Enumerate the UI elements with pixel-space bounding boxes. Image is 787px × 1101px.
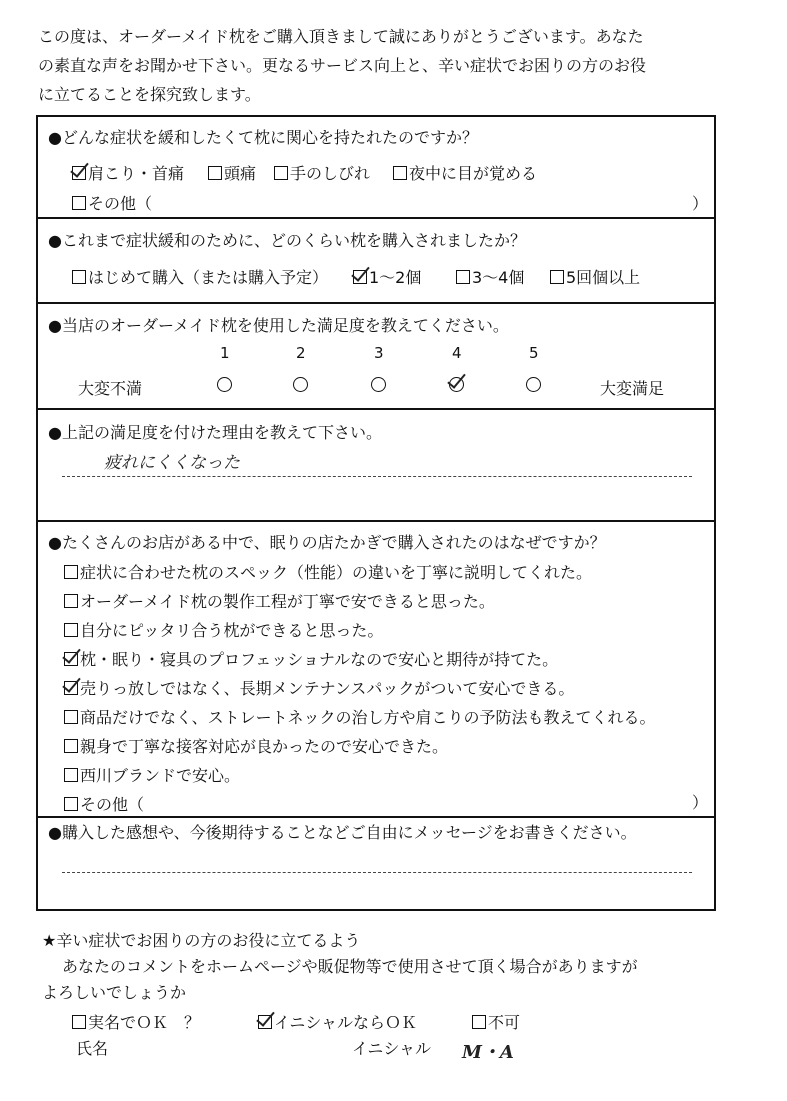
label-very-dissatisfied: 大変不満 — [78, 379, 143, 398]
section-message — [38, 818, 714, 913]
intro-line: の素直な声をお聞かせ下さい。更なるサービス向上と、辛い症状でお困りの方のお役 — [38, 56, 647, 75]
option-label: 親身で丁寧な接客対応が良かったので安心できた。 — [80, 737, 449, 756]
option-1-2[interactable] — [353, 265, 421, 288]
scale-number: 2 — [296, 344, 306, 362]
consent-refuse[interactable] — [472, 1010, 520, 1033]
close-paren: ） — [691, 793, 708, 812]
option-label: 自分にピッタリ合う枕ができると思った。 — [80, 621, 384, 640]
section-symptoms — [38, 117, 714, 219]
scale-number: 5 — [529, 344, 539, 362]
checkbox-headache[interactable] — [208, 166, 222, 180]
option-label: はじめて購入（または購入予定） — [88, 268, 329, 287]
option-label: 夜中に目が覚める — [409, 164, 538, 183]
option-label: 不可 — [488, 1013, 521, 1032]
option-label: 実名でＯＫ ？ — [88, 1013, 201, 1032]
reason-checkbox[interactable] — [64, 681, 78, 695]
option-label: イニシャルならＯＫ — [274, 1013, 418, 1032]
option-label: 商品だけでなく、ストレートネックの治し方や肩こりの予防法も教えてくれる。 — [80, 708, 656, 727]
checkbox-refuse[interactable] — [472, 1015, 486, 1029]
consent-text: あなたのコメントをホームページや販促物等で使用させて頂く場合がありますが — [62, 957, 638, 976]
survey-frame — [36, 115, 716, 911]
consent-initials[interactable] — [258, 1010, 417, 1033]
option-label: 症状に合わせた枕のスペック（性能）の違いを丁寧に説明してくれた。 — [80, 563, 593, 582]
reason-checkbox[interactable] — [64, 768, 78, 782]
checkbox-3-4[interactable] — [456, 270, 470, 284]
checkbox-numbness[interactable] — [274, 166, 288, 180]
label-very-satisfied: 大変満足 — [600, 379, 665, 398]
checkbox-waking[interactable] — [393, 166, 407, 180]
consent-text: よろしいでしょうか — [42, 983, 187, 1002]
reason-option[interactable] — [64, 560, 592, 583]
consent-real-name[interactable] — [72, 1010, 200, 1033]
option-label: 西川ブランドで安心。 — [80, 766, 241, 785]
reason-option[interactable] — [64, 705, 656, 728]
checkbox-first-time[interactable] — [72, 270, 86, 284]
option-label: 3～4個 — [472, 268, 525, 287]
reason-option[interactable] — [64, 589, 495, 612]
reason-option[interactable] — [64, 763, 240, 786]
option-label: その他（ — [88, 194, 153, 213]
reason-checkbox[interactable] — [64, 739, 78, 753]
intro-line: この度は、オーダーメイド枕をご購入頂きまして誠にありがとうございます。あなた — [38, 27, 644, 46]
question-message: ●購入した感想や、今後期待することなどご自由にメッセージをお書きください。 — [48, 823, 637, 842]
question-satisfaction: ●当店のオーダーメイド枕を使用した満足度を教えてください。 — [48, 316, 509, 335]
option-label: 売りっ放しではなく、長期メンテナンスパックがついて安心できる。 — [80, 679, 575, 698]
option-label: 1～2個 — [369, 268, 422, 287]
initial-value[interactable]: M・A — [462, 1042, 514, 1063]
question-purchase-count: ●これまで症状緩和のために、どのくらい枕を購入されましたか？ — [48, 231, 526, 250]
intro-line: に立てることを探究致します。 — [38, 85, 261, 104]
option-label: 枕・眠り・寝具のプロフェッショナルなので安心と期待が持てた。 — [80, 650, 559, 669]
name-label: 氏名 — [76, 1039, 109, 1058]
checkbox-real-name[interactable] — [72, 1015, 86, 1029]
checkbox-initials[interactable] — [258, 1015, 272, 1029]
checkbox-other[interactable] — [72, 196, 86, 210]
reason-checkbox[interactable] — [64, 594, 78, 608]
option-label: その他（ — [80, 795, 145, 814]
scale-number: 4 — [452, 344, 462, 362]
checkbox-1-2[interactable] — [353, 270, 367, 284]
rating-2-radio[interactable] — [293, 377, 308, 392]
option-label: 5回個以上 — [566, 268, 641, 287]
reason-option[interactable] — [64, 647, 558, 670]
scale-number: 1 — [220, 344, 230, 362]
question-why-store: ●たくさんのお店がある中で、眠りの店たかぎで購入されたのはなぜですか？ — [48, 533, 606, 552]
reason-option[interactable] — [64, 676, 574, 699]
checkbox-5plus[interactable] — [550, 270, 564, 284]
option-label: 頭痛 — [224, 164, 257, 183]
rating-1-radio[interactable] — [217, 377, 232, 392]
option-label: 手のしびれ — [290, 164, 371, 183]
consent-heading: ★辛い症状でお困りの方のお役に立てるよう — [42, 931, 361, 950]
option-waking[interactable] — [393, 161, 537, 184]
reason-checkbox[interactable] — [64, 623, 78, 637]
option-other[interactable] — [72, 191, 152, 214]
rating-4-radio[interactable] — [449, 377, 464, 392]
section-satisfaction — [38, 304, 714, 410]
reason-checkbox[interactable] — [64, 710, 78, 724]
scale-number: 3 — [374, 344, 384, 362]
option-numbness[interactable] — [274, 161, 370, 184]
reason-checkbox[interactable] — [64, 797, 78, 811]
rating-5-radio[interactable] — [526, 377, 541, 392]
section-why-store — [38, 522, 714, 818]
reason-option[interactable] — [64, 618, 383, 641]
rating-3-radio[interactable] — [371, 377, 386, 392]
checkbox-stiff-neck[interactable] — [72, 166, 86, 180]
reason-checkbox[interactable] — [64, 565, 78, 579]
question-symptoms: ●どんな症状を緩和したくて枕に関心を持たれたのですか？ — [48, 128, 478, 147]
message-line — [62, 872, 692, 873]
reason-option[interactable] — [64, 734, 448, 757]
option-headache[interactable] — [208, 161, 256, 184]
close-paren: ） — [691, 194, 708, 213]
intro-text — [38, 22, 758, 109]
option-first-time[interactable] — [72, 265, 328, 288]
option-3-4[interactable] — [456, 265, 524, 288]
initial-label: イニシャル — [352, 1039, 432, 1058]
option-stiff-neck[interactable] — [72, 161, 184, 184]
reason-answer[interactable]: 疲れにくくなった — [104, 453, 240, 473]
section-purchase-count — [38, 219, 714, 304]
reason-option[interactable] — [64, 792, 144, 815]
question-reason: ●上記の満足度を付けた理由を教えて下さい。 — [48, 423, 382, 442]
option-5plus[interactable] — [550, 265, 640, 288]
section-reason — [38, 410, 714, 522]
reason-checkbox[interactable] — [64, 652, 78, 666]
answer-line — [62, 476, 692, 477]
option-label: 肩こり・首痛 — [88, 164, 185, 183]
option-label: オーダーメイド枕の製作工程が丁寧で安できると思った。 — [80, 592, 495, 611]
